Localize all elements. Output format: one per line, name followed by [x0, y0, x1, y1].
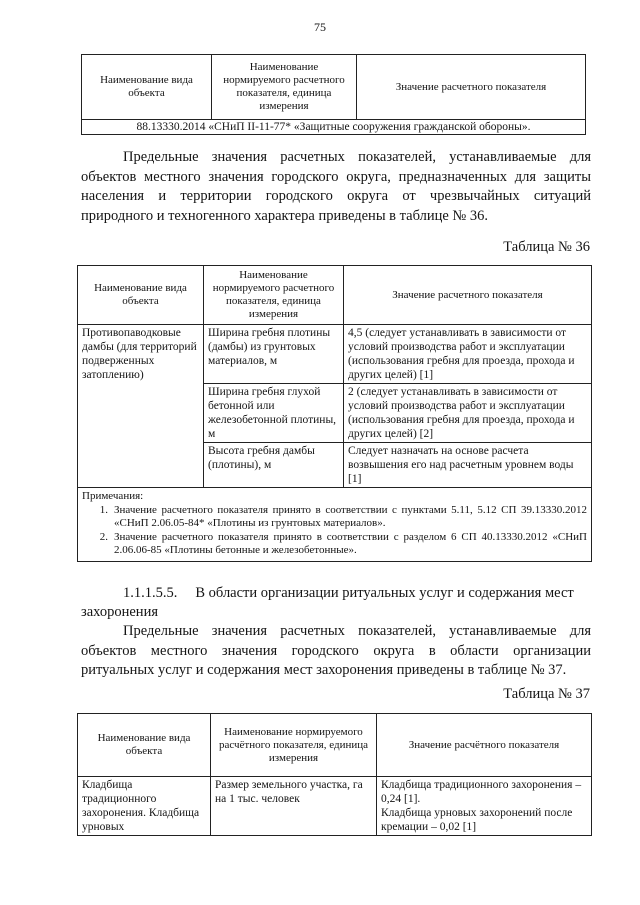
table-37 — [77, 713, 592, 836]
table-header-row — [82, 55, 586, 120]
header-object-type: Наименование вида объекта — [78, 714, 211, 777]
note-number: 1. — [99, 503, 108, 516]
value-line: Кладбища традиционного захоронения – 0,24 [1]. — [381, 779, 582, 805]
object-cell: Кладбища традиционного захоронения. Кладбища урновых — [78, 777, 211, 836]
indicator-cell: Высота гребня дамбы (плотины), м — [204, 443, 344, 488]
page-number: 75 — [314, 20, 326, 34]
table-top — [81, 54, 586, 135]
header-indicator: Наименование нормируемого расчётного показателя, единица измерения — [211, 714, 377, 777]
value-cell: Следует назначать на основе расчета возвышения его над расчетным уровнем воды [1] — [344, 443, 592, 488]
paragraph-1: Предельные значения расчетных показателей, устанавливаемые для объектов местного значения городского округа, предназначенных для защиты населения и территории городского округа от чрезвычайных ситуаций природного и техногенного характера приведены в таблице № 36. — [81, 149, 591, 224]
table-37-caption: Таблица № 37 — [503, 686, 590, 702]
section-number: 1.1.1.5.5. — [123, 585, 178, 601]
value-cell: 4,5 (следует устанавливать в зависимости от условий производства работ и эксплуатации (использования гребня для проезда, прохода и других целей) [1] — [344, 325, 592, 384]
note-text: Значение расчетного показателя принято в соответствии с пунктами 5.11, 5.12 СП 39.13330.2012 «СНиП 2.06.05-84* «Плотины из грунтовых материалов». — [114, 503, 587, 529]
table-36 — [77, 265, 592, 562]
indicator-cell: Ширина гребня глухой бетонной или железобетонной плотины, м — [204, 384, 344, 443]
indicator-cell: Ширина гребня плотины (дамбы) из грунтовых материалов, м — [204, 325, 344, 384]
notes-row — [78, 488, 592, 562]
note-number: 2. — [99, 530, 108, 543]
table-row — [78, 777, 592, 836]
notes-cell — [78, 488, 592, 562]
paragraph-2: Предельные значения расчетных показателей, устанавливаемые для объектов местного значения городского округа в области организации ритуальных услуг и содержания мест захоронения приведены в таблице № 37. — [81, 623, 591, 678]
header-value: Значение расчетного показателя — [357, 55, 586, 120]
indicator-cell: Размер земельного участка, га на 1 тыс. человек — [211, 777, 377, 836]
table-row — [82, 120, 586, 135]
notes-title: Примечания: — [82, 490, 144, 502]
header-object-type: Наименование вида объекта — [78, 266, 204, 325]
header-indicator: Наименование нормируемого расчетного показателя, единица измерения — [204, 266, 344, 325]
header-value: Значение расчетного показателя — [344, 266, 592, 325]
table-row — [78, 325, 592, 384]
note-item — [82, 504, 587, 531]
note-item — [82, 531, 587, 558]
value-line: Кладбища урновых захоронений после кремации – 0,02 [1] — [381, 807, 573, 833]
value-cell: 2 (следует устанавливать в зависимости от условий производства работ и эксплуатации (использования гребня для проезда, прохода и других целей) [2] — [344, 384, 592, 443]
section-heading — [81, 584, 591, 622]
section-title-text: В области организации ритуальных услуг и содержания мест захоронения — [81, 585, 574, 620]
value-cell — [377, 777, 592, 836]
table-36-caption: Таблица № 36 — [503, 239, 590, 255]
object-cell: Противопаводковые дамбы (для территорий подверженных затоплению) — [78, 325, 204, 488]
header-indicator: Наименование нормируемого расчетного показателя, единица измерения — [212, 55, 357, 120]
header-value: Значение расчётного показателя — [377, 714, 592, 777]
table-header-row — [78, 266, 592, 325]
note-text: Значение расчетного показателя принято в соответствии с разделом 6 СП 40.13330.2012 «СНиП 2.06.06-85 «Плотины бетонные и железобетонные». — [114, 530, 587, 556]
reference-row: 88.13330.2014 «СНиП II-11-77* «Защитные сооружения гражданской обороны». — [82, 120, 586, 135]
header-object-type: Наименование вида объекта — [82, 55, 212, 120]
table-header-row — [78, 714, 592, 777]
